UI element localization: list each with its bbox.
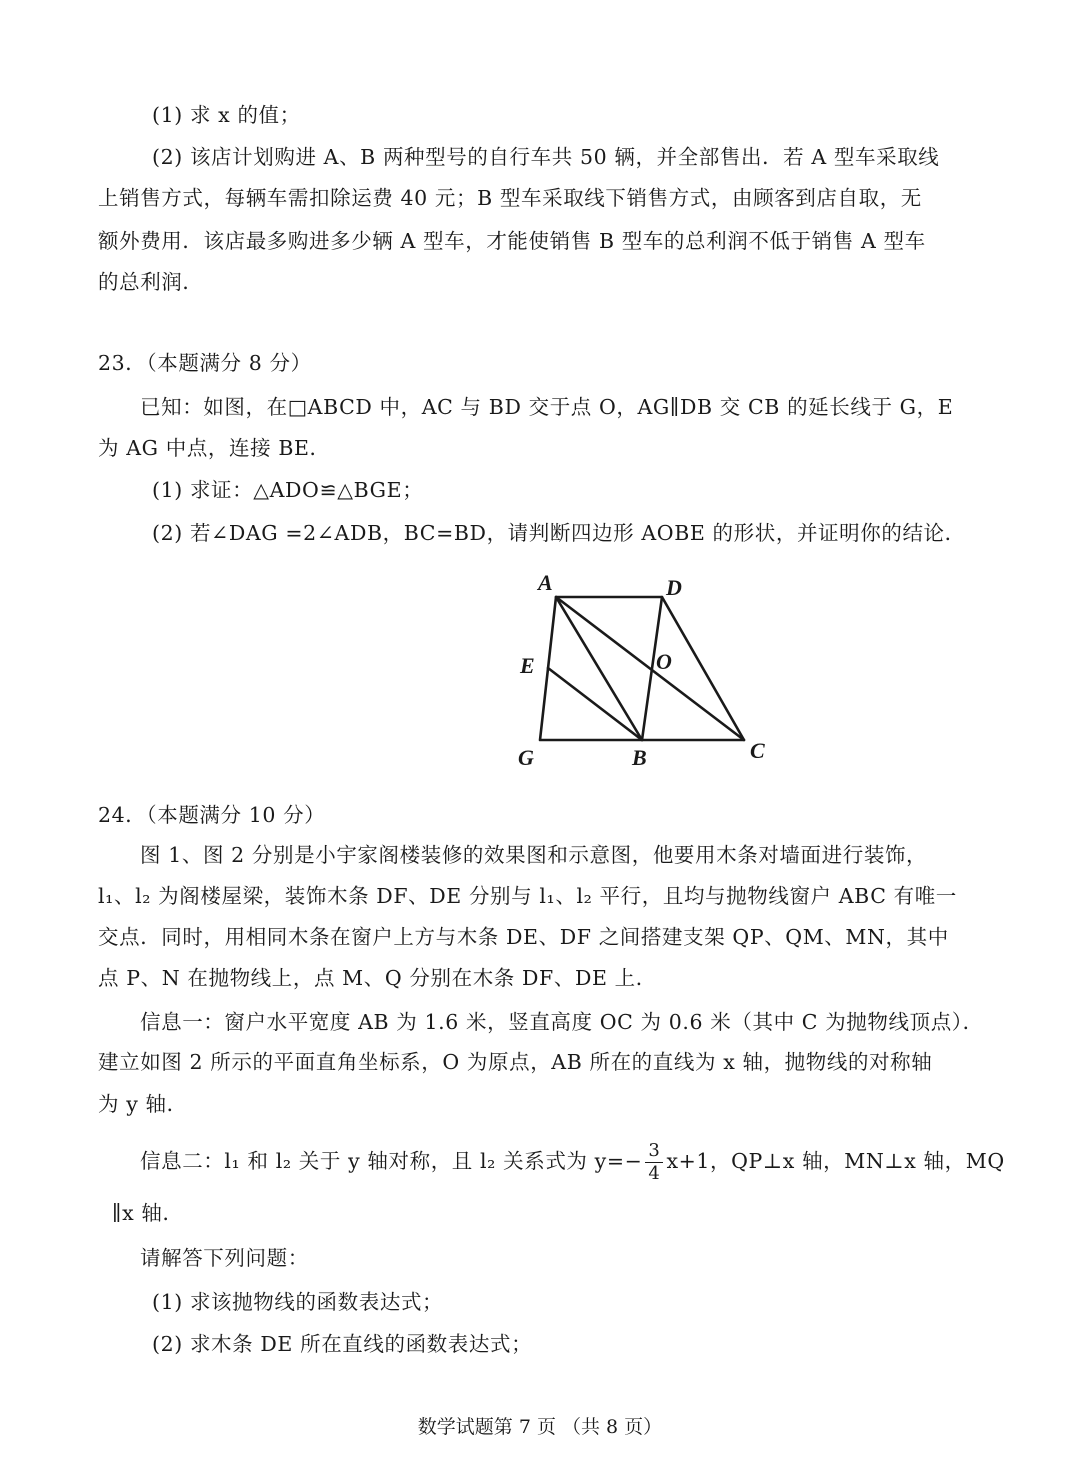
q24-info2-fraction xyxy=(645,1140,663,1185)
label-C: C xyxy=(750,738,765,763)
label-B: B xyxy=(632,745,647,770)
q24-p1-line4: 点 P、N 在抛物线上，点 M、Q 分别在木条 DF、DE 上． xyxy=(98,966,657,990)
fraction-numerator: 3 xyxy=(645,1140,663,1163)
label-D: D xyxy=(666,575,682,600)
q23-stem-line1: 已知：如图，在□ABCD 中，AC 与 BD 交于点 O，AG∥DB 交 CB 的延长线于 G，E xyxy=(140,395,954,419)
q22-part1: (1) 求 x 的值； xyxy=(152,103,301,127)
q24-part1: (1) 求该抛物线的函数表达式； xyxy=(152,1290,444,1314)
q24-info1-line2: 建立如图 2 所示的平面直角坐标系，O 为原点，AB 所在的直线为 x 轴，抛物线的对称轴 xyxy=(98,1050,933,1074)
segment-EB xyxy=(548,668,642,740)
q24-info2-prefix: 信息二：l₁ 和 l₂ 关于 y 轴对称，且 l₂ 关系式为 y=− xyxy=(140,1149,643,1173)
q24-part2: (2) 求木条 DE 所在直线的函数表达式； xyxy=(152,1332,533,1356)
q23-header: 23．（本题满分 8 分） xyxy=(98,351,312,375)
segment-AB xyxy=(556,597,642,740)
label-A: A xyxy=(538,570,553,595)
q24-info2-line2: ∥x 轴． xyxy=(112,1201,184,1225)
q23-stem-line2: 为 AG 中点，连接 BE． xyxy=(98,436,331,460)
q22-part2-line3: 额外费用．该店最多购进多少辆 A 型车，才能使销售 B 型车的总利润不低于销售 A 型车 xyxy=(98,229,926,253)
q24-info1-line1: 信息一：窗户水平宽度 AB 为 1.6 米，竖直高度 OC 为 0.6 米（其中 C 为抛物线顶点）． xyxy=(140,1010,984,1034)
q23-figure xyxy=(500,565,790,780)
q24-p1-line2: l₁、l₂ 为阁楼屋梁，装饰木条 DF、DE 分别与 l₁、l₂ 平行，且均与抛物线窗户 ABC 有唯一 xyxy=(98,884,957,908)
q22-part2-line4: 的总利润． xyxy=(98,270,204,294)
q24-p1-line3: 交点．同时，用相同木条在窗户上方与木条 DE、DF 之间搭建支架 QP、QM、MN，其中 xyxy=(98,925,949,949)
q24-header: 24．（本题满分 10 分） xyxy=(98,803,326,827)
figure-outline xyxy=(540,597,744,740)
page-footer: 数学试题第 7 页 （共 8 页） xyxy=(417,1416,663,1438)
label-G: G xyxy=(518,745,534,770)
q24-info1-line3: 为 y 轴． xyxy=(98,1092,188,1116)
q24-p1-line1: 图 1、图 2 分别是小宇家阁楼装修的效果图和示意图，他要用木条对墙面进行装饰， xyxy=(140,843,928,867)
q22-part2-line1: (2) 该店计划购进 A、B 两种型号的自行车共 50 辆，并全部售出．若 A 型车采取线 xyxy=(152,145,940,169)
label-O: O xyxy=(656,649,672,674)
label-E: E xyxy=(520,653,535,678)
q22-part2-line2: 上销售方式，每辆车需扣除运费 40 元；B 型车采取线下销售方式，由顾客到店自取，无 xyxy=(98,186,922,210)
q24-info2-line1 xyxy=(140,1140,1005,1185)
q24-info2-suffix: x+1，QP⊥x 轴，MN⊥x 轴，MQ xyxy=(666,1149,1005,1173)
q23-part2: (2) 若∠DAG =2∠ADB，BC=BD，请判断四边形 AOBE 的形状，并证明你的结论． xyxy=(152,521,966,545)
q23-part1: (1) 求证：△ADO≌△BGE； xyxy=(152,478,424,502)
q24-ask: 请解答下列问题： xyxy=(140,1246,309,1270)
segment-AC xyxy=(556,597,744,740)
fraction-denominator: 4 xyxy=(648,1163,661,1184)
